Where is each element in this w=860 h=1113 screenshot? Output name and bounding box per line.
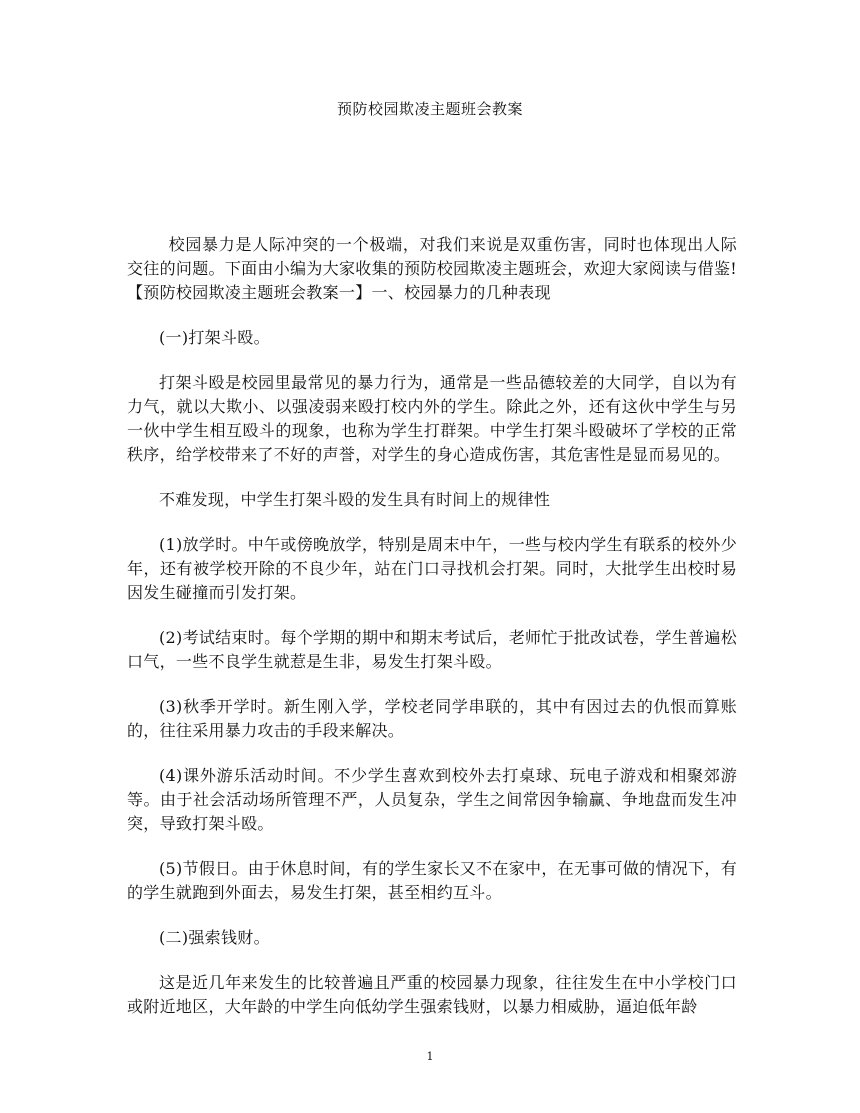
section-heading-extortion: (二)强索钱财。 [159, 928, 270, 947]
page-number: 1 [426, 1050, 434, 1063]
list-item-after-exams: (2)考试结束时。每个学期的期中和期末考试后，老师忙于批改试卷，学生普遍松口气，一些不良学生就惹是生非，易发生打架斗殴。 [127, 628, 737, 671]
list-item-extracurricular: (4)课外游乐活动时间。不少学生喜欢到校外去打桌球、玩电子游戏和相聚郊游等。由于社会活动场所管理不严，人员复杂，学生之间常因争输赢、争地盘而发生冲突，导致打架斗殴。 [127, 766, 737, 833]
section-heading-fighting: (一)打架斗殴。 [159, 328, 270, 347]
list-item-autumn-term: (3)秋季开学时。新生刚入学，学校老同学串联的，其中有因过去的仇恨而算账的，往往采用暴力攻击的手段来解决。 [127, 697, 737, 740]
paragraph-time-pattern: 不难发现，中学生打架斗殴的发生具有时间上的规律性 [159, 490, 551, 509]
paragraph-extortion: 这是近几年来发生的比较普遍且严重的校园暴力现象，往往发生在中小学校门口或附近地区，大年龄的中学生向低幼学生强索钱财，以暴力相威胁，逼迫低年龄 [127, 973, 737, 1016]
document-title: 预防校园欺凌主题班会教案 [336, 100, 523, 118]
paragraph-fighting: 打架斗殴是校园里最常见的暴力行为，通常是一些品德较差的大同学，自以为有力气，就以大欺小、以强凌弱来殴打校内外的学生。除此之外，还有这伙中学生与另一伙中学生相互殴斗的现象，也称为学生打群架。中学生打架斗殴破坏了学校的正常秩序，给学校带来了不好的声誉，对学生的身心造成伤害，其危害性是显而易见的。 [127, 373, 737, 464]
paragraph-intro: 校园暴力是人际冲突的一个极端，对我们来说是双重伤害，同时也体现出人际交往的问题。下面由小编为大家收集的预防校园欺凌主题班会，欢迎大家阅读与借鉴!【预防校园欺凌主题班会教案一】一、校园暴力的几种表现 [127, 235, 737, 302]
list-item-holidays: (5)节假日。由于休息时间，有的学生家长又不在家中，在无事可做的情况下，有的学生就跑到外面去，易发生打架，甚至相约互斗。 [127, 859, 737, 902]
document-body [127, 233, 737, 1040]
list-item-after-school: (1)放学时。中午或傍晚放学，特别是周末中午，一些与校内学生有联系的校外少年，还有被学校开除的不良少年，站在门口寻找机会打架。同时，大批学生出校时易因发生碰撞而引发打架。 [127, 535, 737, 602]
